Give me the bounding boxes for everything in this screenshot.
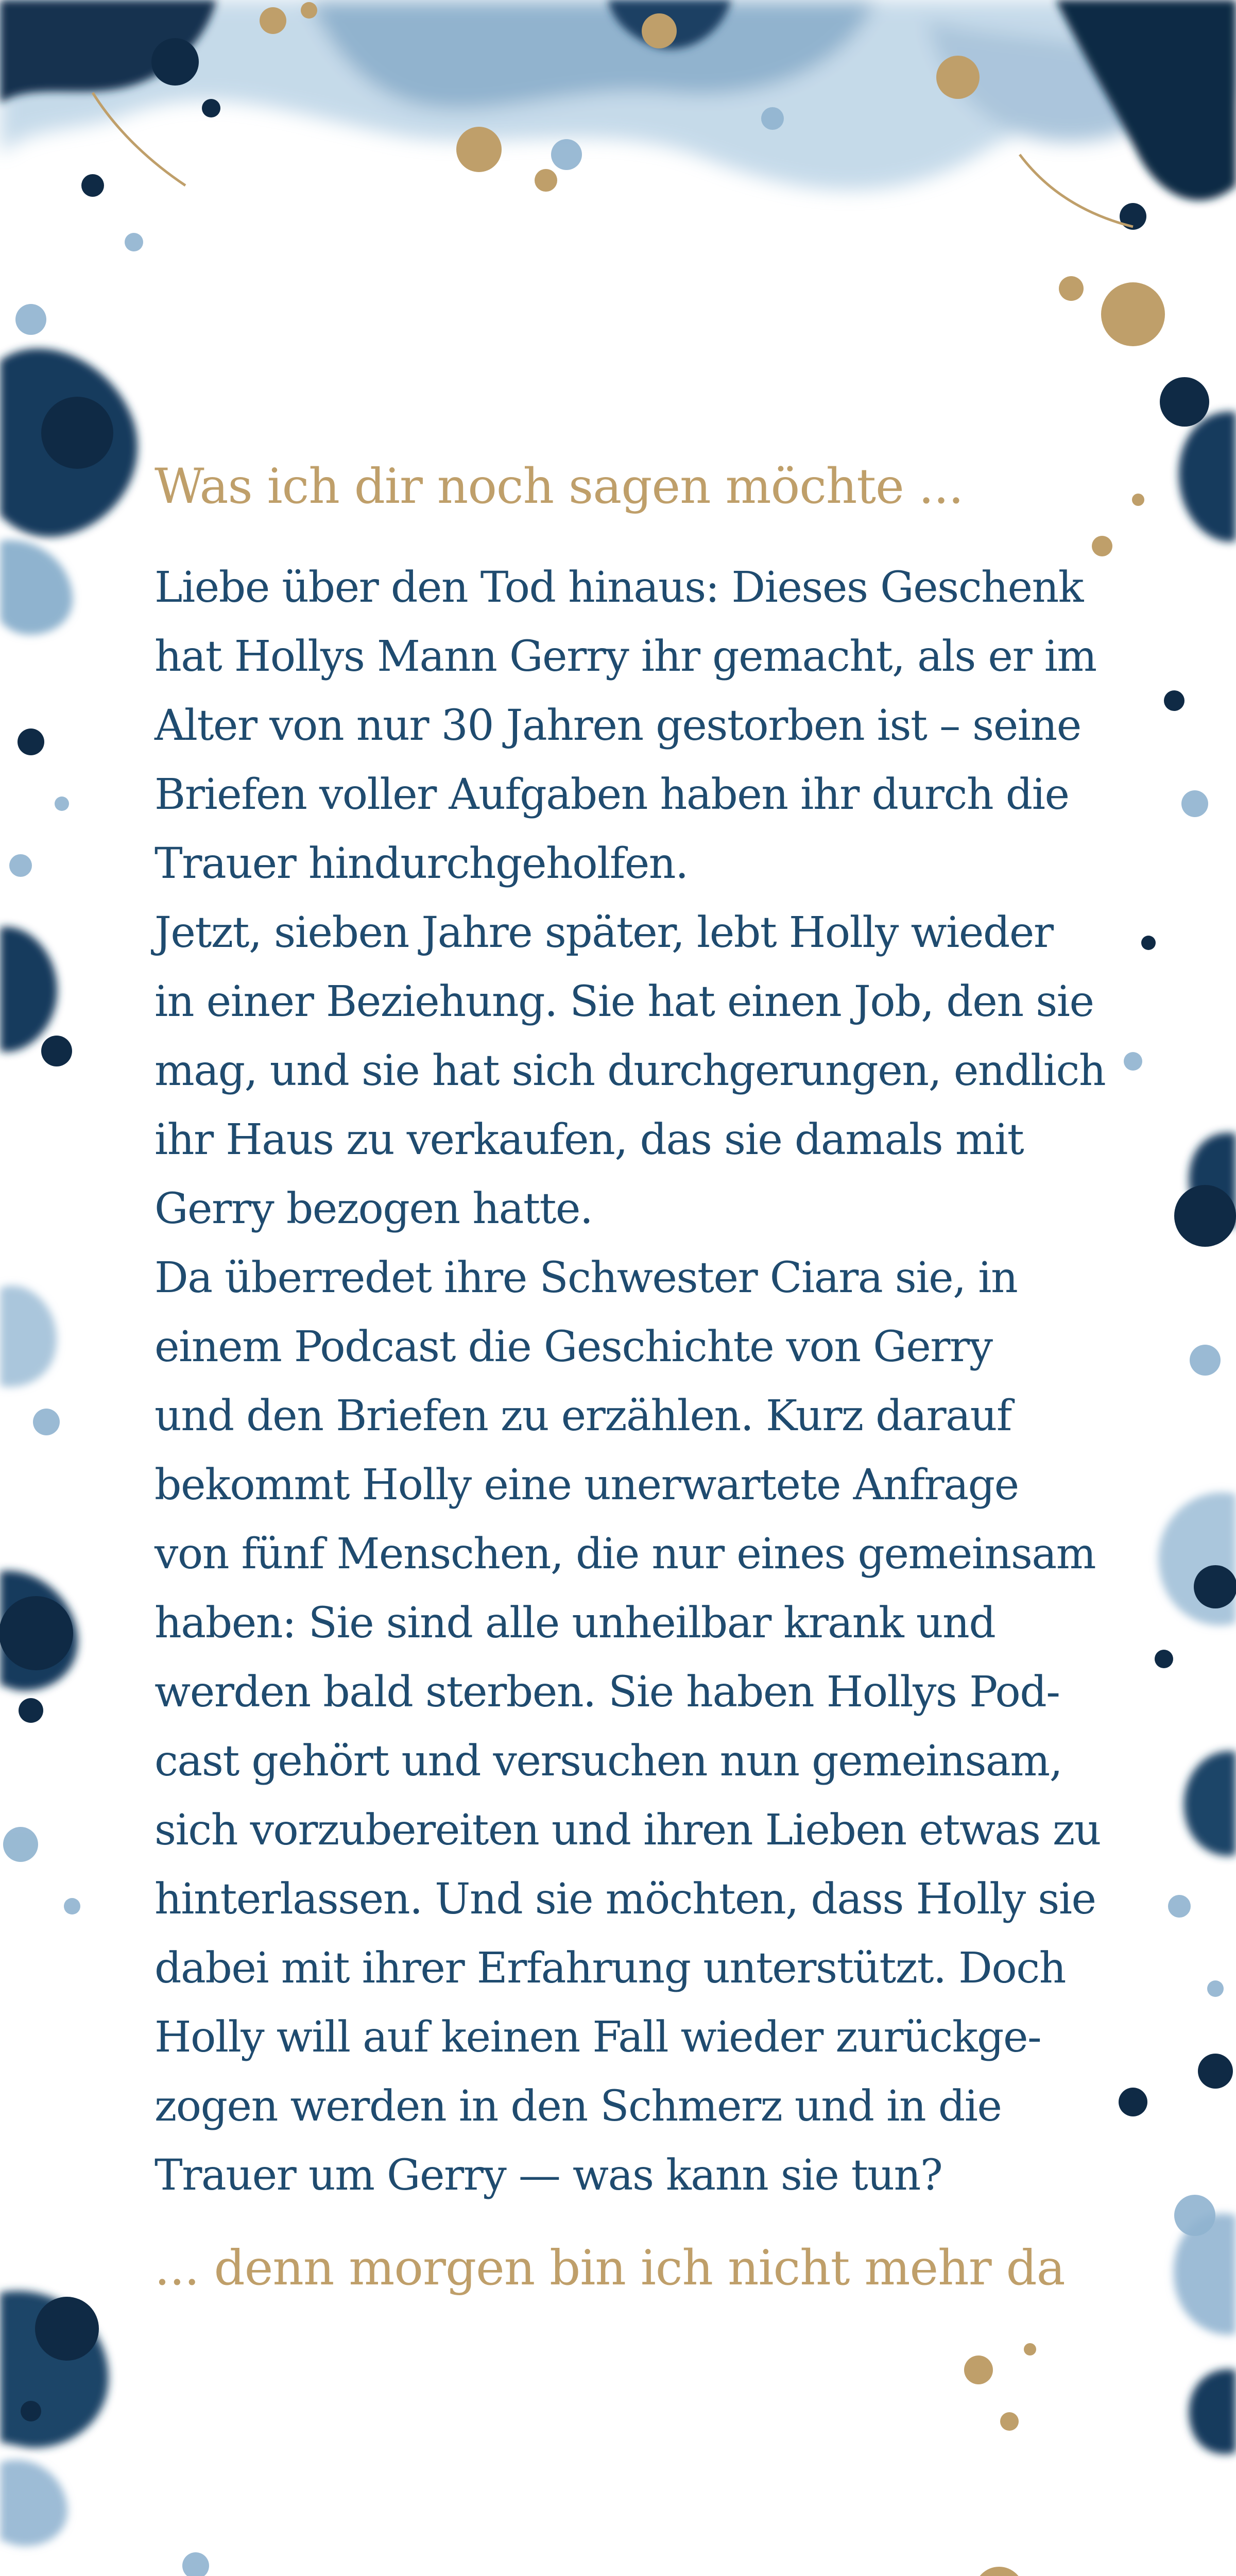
text-line: bekommt Holly eine unerwartete Anfrage	[154, 1461, 1019, 1510]
text-line: ihr Haus zu verkaufen, das sie damals mit	[154, 1115, 1024, 1164]
text-line: und den Briefen zu erzählen. Kurz darauf	[154, 1392, 1011, 1440]
blurb-content	[154, 448, 1106, 2307]
text-line: hat Hollys Mann Gerry ihr gemacht, als er im	[154, 632, 1096, 681]
text-line: Trauer um Gerry — was kann sie tun?	[154, 2151, 942, 2200]
paragraph-3	[154, 1244, 1101, 2210]
text-line: Alter von nur 30 Jahren gestorben ist – seine	[154, 701, 1081, 750]
text-line: mag, und sie hat sich durchgerungen, endlich	[154, 1046, 1106, 1095]
text-line: Gerry bezogen hatte.	[154, 1184, 593, 1233]
text-line: Da überredet ihre Schwester Ciara sie, in	[154, 1253, 1018, 1302]
text-line: sich vorzubereiten und ihren Lieben etwas zu	[154, 1806, 1101, 1855]
text-line: Holly will auf keinen Fall wieder zurückge-	[154, 2013, 1041, 2062]
text-line: Trauer hindurchgeholfen.	[154, 839, 688, 888]
text-line: Briefen voller Aufgaben haben ihr durch die	[154, 770, 1069, 819]
text-line: Jetzt, sieben Jahre später, lebt Holly wieder	[154, 908, 1053, 957]
blurb-body	[154, 553, 1106, 2210]
text-line: Liebe über den Tod hinaus: Dieses Geschenk	[154, 563, 1083, 612]
text-line: haben: Sie sind alle unheilbar krank und	[154, 1599, 995, 1648]
text-line: einem Podcast die Geschichte von Gerry	[154, 1323, 992, 1371]
text-line: cast gehört und versuchen nun gemeinsam,	[154, 1737, 1062, 1786]
text-line: dabei mit ihrer Erfahrung unterstützt. Doch	[154, 1944, 1066, 1993]
text-line: werden bald sterben. Sie haben Hollys Pod-	[154, 1668, 1060, 1717]
text-line: zogen werden in den Schmerz und in die	[154, 2082, 1002, 2131]
heading: Was ich dir noch sagen möchte ...	[154, 459, 964, 515]
text-line: von fünf Menschen, die nur eines gemeinsam	[154, 1530, 1096, 1579]
right-edge-splatter	[1158, 412, 1236, 2454]
text-line: in einer Beziehung. Sie hat einen Job, den sie	[154, 977, 1094, 1026]
closing-tagline: ... denn morgen bin ich nicht mehr da	[154, 2240, 1065, 2296]
paragraph-2	[154, 899, 1106, 1244]
text-line: hinterlassen. Und sie möchten, dass Holly sie	[154, 1875, 1096, 1924]
paragraph-1	[154, 553, 1096, 899]
left-edge-splatter	[0, 348, 138, 2546]
